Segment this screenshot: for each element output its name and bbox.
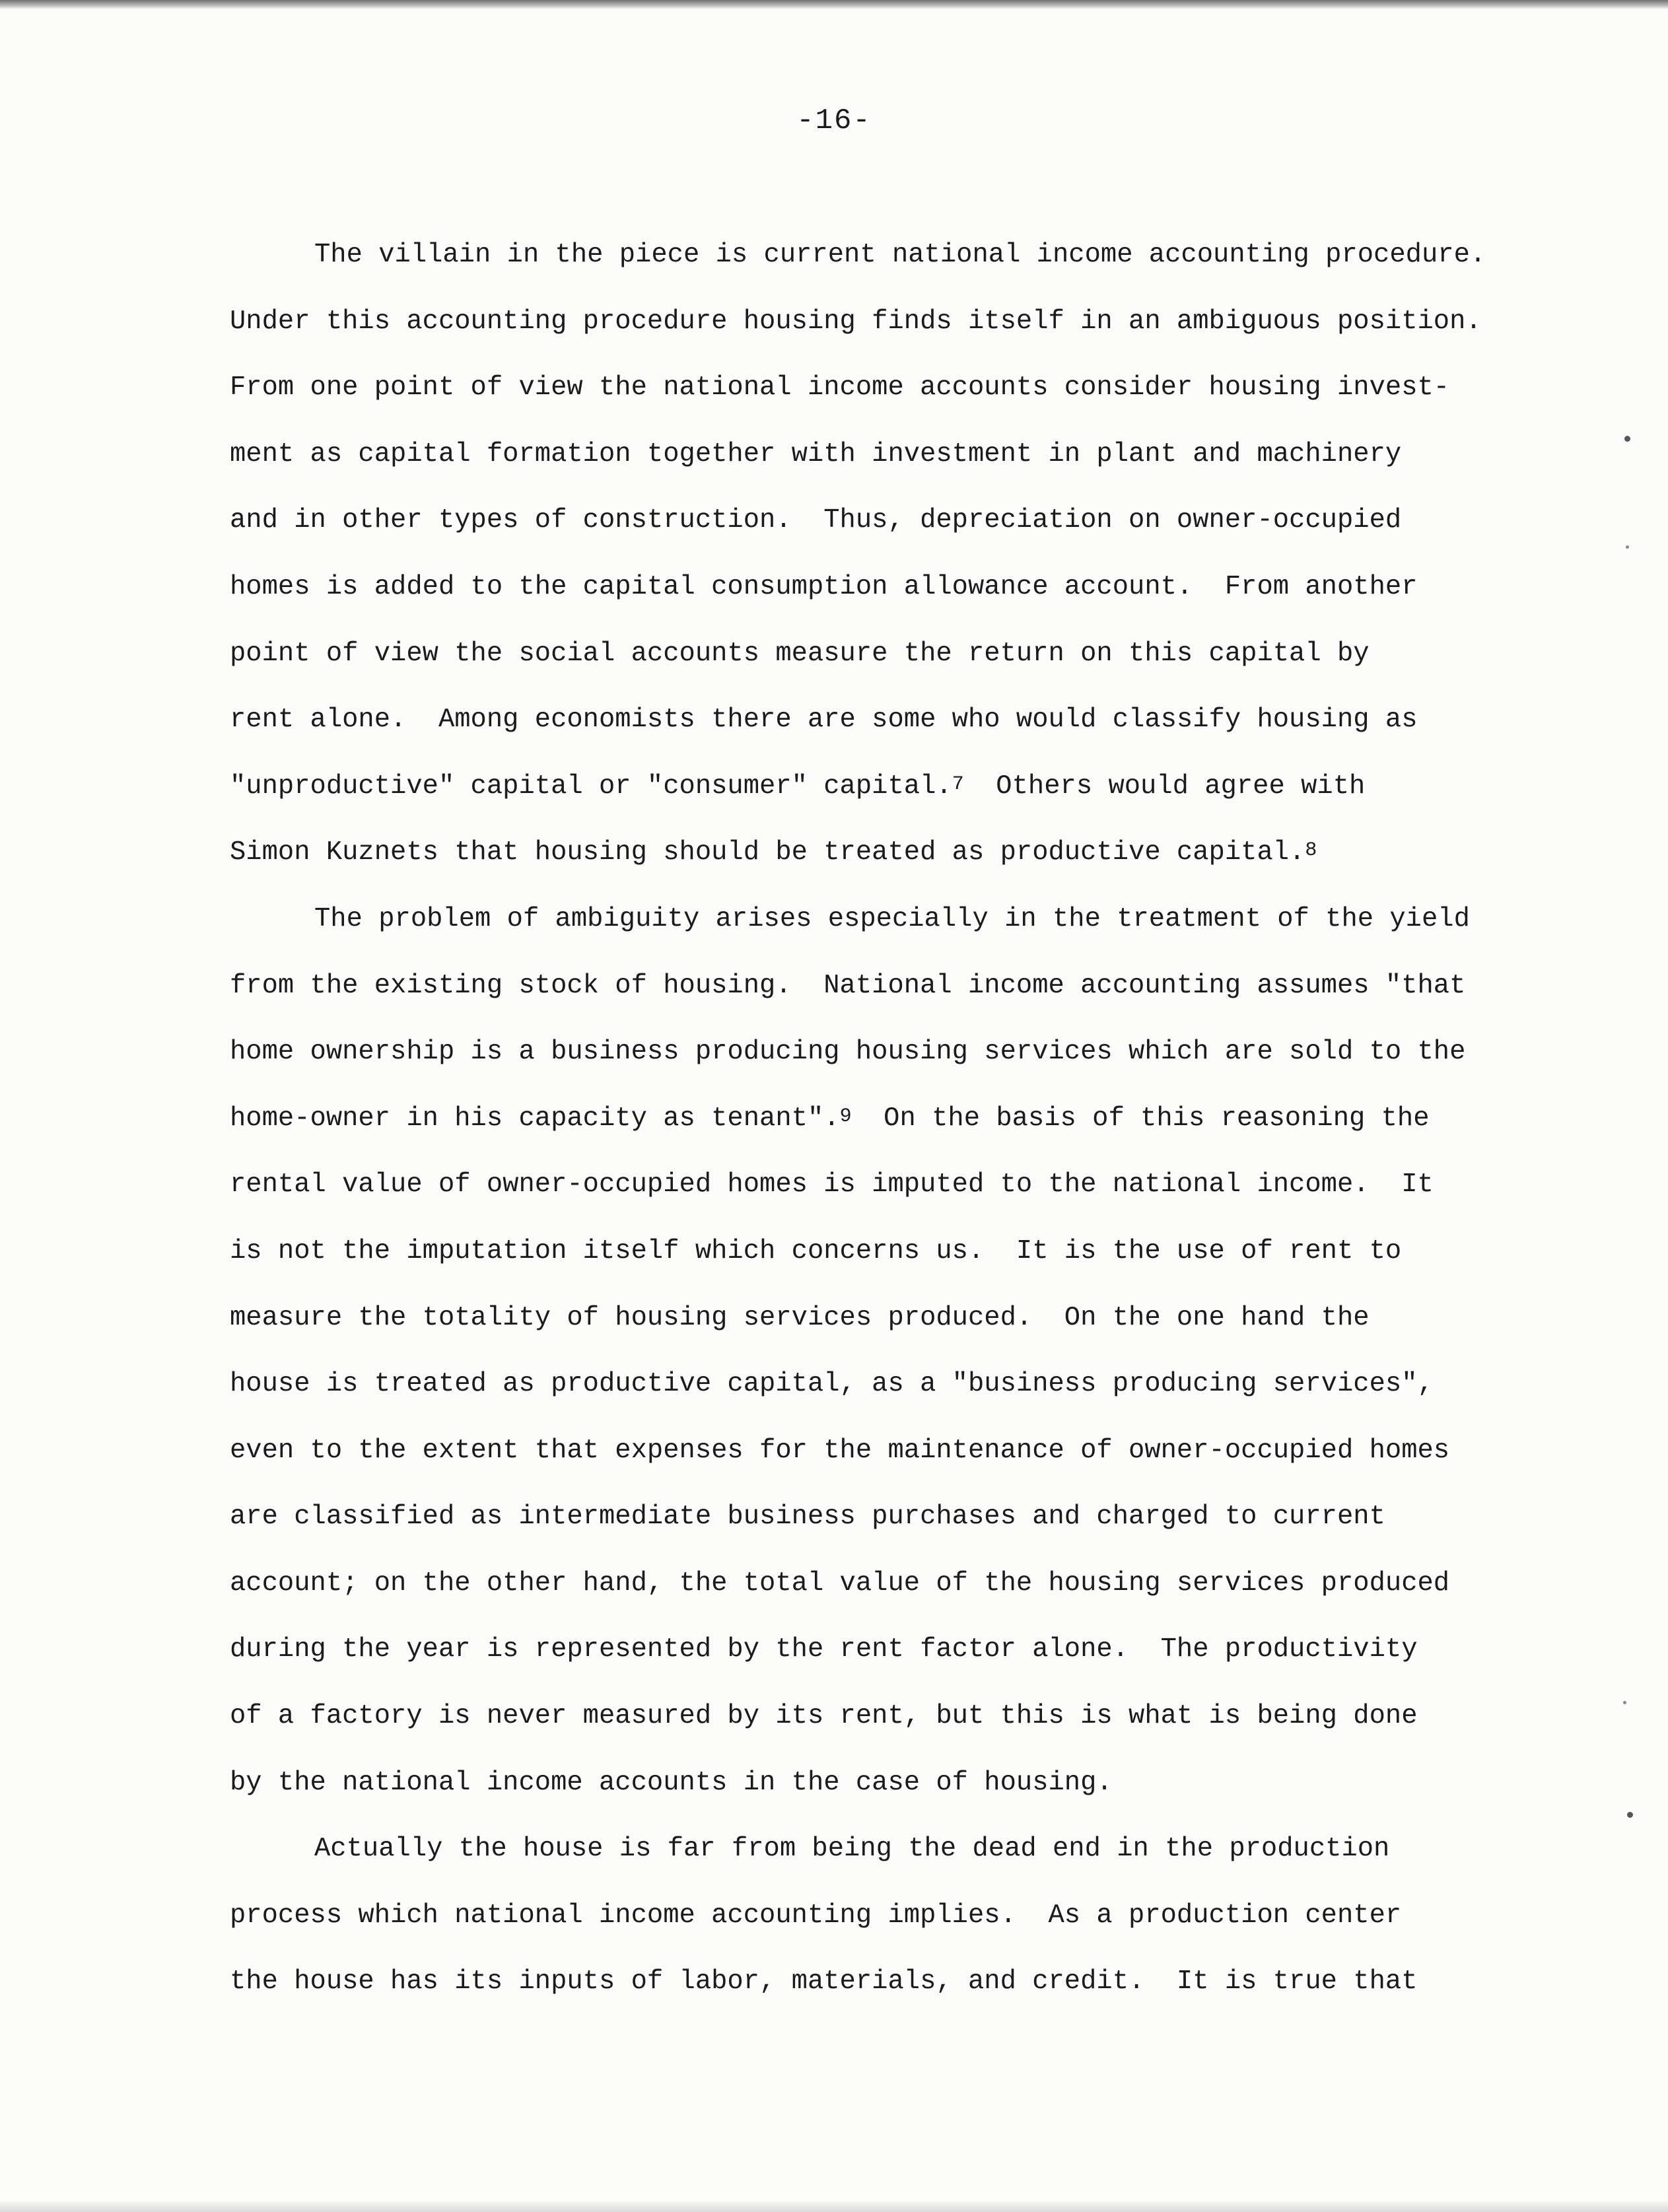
text-line: the house has its inputs of labor, materials, and credit. It is true that [230,1966,1418,1997]
text-line [230,829,1445,895]
text-line: house is treated as productive capital, as a "business producing services", [230,1369,1434,1400]
text-line: rent alone. Among economists there are some who would classify housing as [230,705,1418,736]
text-segment: On the basis of this reasoning the [851,1103,1430,1134]
scan-top-edge [0,0,1668,9]
footnote-marker: 7 [952,773,964,796]
page-number: -16- [796,104,872,137]
footnote-marker: 9 [839,1105,852,1128]
text-line: rental value of owner-occupied homes is imputed to the national income. It [230,1169,1434,1200]
text-segment: "unproductive" capital or "consumer" capital. [230,771,952,802]
text-line: homes is added to the capital consumption allowance account. From another [230,571,1418,602]
paragraph-1 [230,231,1486,895]
text-line: From one point of view the national income accounts consider housing invest- [230,372,1450,403]
paragraph-3 [230,1825,1445,2024]
text-line: is not the imputation itself which concerns us. It is the use of rent to [230,1235,1402,1266]
text-line [230,1095,1445,1161]
body-text [230,231,1486,2024]
text-line: Under this accounting procedure housing finds itself in an ambiguous position. [230,306,1482,337]
text-line: and in other types of construction. Thus, depreciation on owner-occupied [230,505,1402,536]
text-line: ment as capital formation together with investment in plant and machinery [230,438,1402,469]
text-line: of a factory is never measured by its rent, but this is what is being done [230,1701,1418,1732]
text-line: point of view the social accounts measure the return on this capital by [230,638,1370,669]
scan-speck [1623,1701,1626,1704]
text-line: Actually the house is far from being the dead end in the production [314,1834,1390,1865]
text-line: during the year is represented by the rent factor alone. The productivity [230,1634,1418,1665]
scan-bottom-edge [0,2200,1668,2212]
text-line: process which national income accounting implies. As a production center [230,1900,1402,1931]
text-segment: home-owner in his capacity as tenant". [230,1103,840,1134]
text-line: measure the totality of housing services produced. On the one hand the [230,1302,1370,1333]
text-line: account; on the other hand, the total value of the housing services produced [230,1568,1450,1599]
text-line: home ownership is a business producing housing services which are sold to the [230,1037,1466,1068]
scan-speck [1624,436,1630,442]
text-line: from the existing stock of housing. National income accounting assumes "that [230,970,1466,1001]
footnote-marker: 8 [1305,839,1317,862]
scan-speck [1627,1812,1633,1818]
text-line: The problem of ambiguity arises especially in the treatment of the yield [314,903,1470,934]
text-segment: Others would agree with [963,771,1366,802]
text-line: by the national income accounts in the case of housing. [230,1767,1113,1798]
text-line: The villain in the piece is current national income accounting procedure. [314,240,1486,270]
text-line [230,763,1445,829]
scan-speck [1626,545,1629,549]
text-line: are classified as intermediate business purchases and charged to current [230,1502,1385,1533]
paragraph-2 [230,895,1470,1825]
text-segment: Simon Kuznets that housing should be treated as productive capital. [230,837,1305,868]
text-line: even to the extent that expenses for the maintenance of owner-occupied homes [230,1435,1450,1466]
